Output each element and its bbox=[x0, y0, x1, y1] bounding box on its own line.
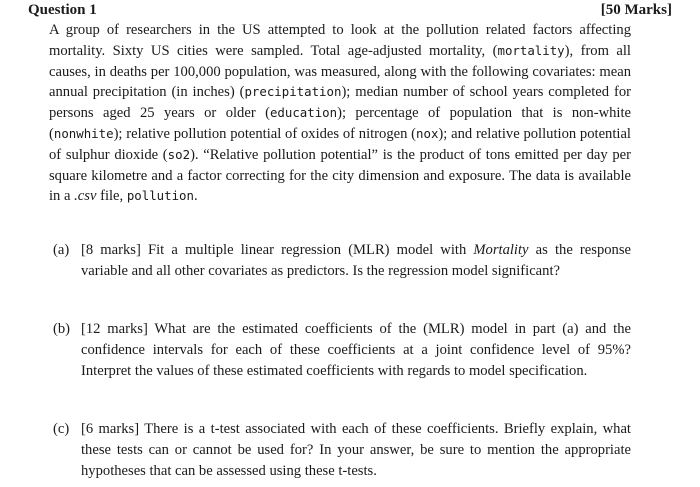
intro-text-3: ); median number of school years completed for persons aged 25 years or older ( bbox=[49, 84, 631, 122]
var-precipitation: precipitation bbox=[244, 84, 342, 100]
var-so2: so2 bbox=[167, 146, 191, 162]
intro-text-2: ), from all causes, in deaths per 100,000 population, was measured, along with the following covariates: mean annual precipitation (in inches) ( bbox=[49, 42, 631, 101]
intro-text-7: ). “Relative pollution potential” is the product of tons emitted per day per square kilometre and a factor correcting for the city dimension and exposure. The data is available in a bbox=[49, 146, 631, 205]
question-intro bbox=[49, 20, 631, 207]
file-extension: .csv bbox=[74, 188, 97, 205]
intro-text-6: ); and relative pollution potential of sulphur dioxide ( bbox=[49, 125, 631, 163]
intro-text-4: ); percentage of population that is non-white ( bbox=[49, 105, 631, 142]
part-a-label: (a) bbox=[53, 242, 70, 258]
question-header bbox=[28, 2, 672, 22]
var-mortality: mortality bbox=[497, 42, 565, 58]
part-b-label: (b) bbox=[53, 321, 71, 337]
question-title: Question 1 bbox=[28, 2, 97, 18]
var-education: education bbox=[269, 105, 338, 121]
part-a-text-2: as the response variable and all other covariates as predictors. Is the regression model significant? bbox=[81, 242, 631, 279]
part-b-text: [12 marks] What are the estimated coefficients of the (MLR) model in part (a) and the confidence intervals for each of these coefficients at a joint confidence level of 95%? Interpret the values of these estimated coefficients with regards to model specification. bbox=[81, 321, 631, 379]
intro-text-1: A group of researchers in the US attempted to look at the pollution related factors affecting mortality. Sixty US cities were sampled. Total age-adjusted mortality, ( bbox=[49, 22, 631, 59]
part-c-text: [6 marks] There is a t-test associated with each of these coefficients. Briefly explain, what these tests can or cannot be used for? In your answer, be sure to mention the appropriate hypotheses that can be assessed using these t-tests. bbox=[81, 421, 631, 479]
intro-text-8: file, bbox=[96, 188, 127, 205]
part-a bbox=[53, 240, 631, 282]
part-b bbox=[53, 319, 631, 381]
var-nox: nox bbox=[416, 125, 439, 141]
intro-text-9: . bbox=[193, 188, 198, 205]
part-c-label: (c) bbox=[53, 421, 70, 437]
part-a-text-1: [8 marks] Fit a multiple linear regression (MLR) model with bbox=[81, 242, 474, 258]
file-name: pollution bbox=[126, 188, 194, 204]
question-marks: [50 Marks] bbox=[600, 2, 672, 18]
var-nonwhite: nonwhite bbox=[53, 125, 114, 141]
part-a-emphasis: Mortality bbox=[473, 242, 529, 258]
intro-text-5: ); relative pollution potential of oxides of nitrogen ( bbox=[113, 125, 417, 142]
part-a-text bbox=[81, 240, 631, 282]
part-c bbox=[53, 419, 631, 481]
